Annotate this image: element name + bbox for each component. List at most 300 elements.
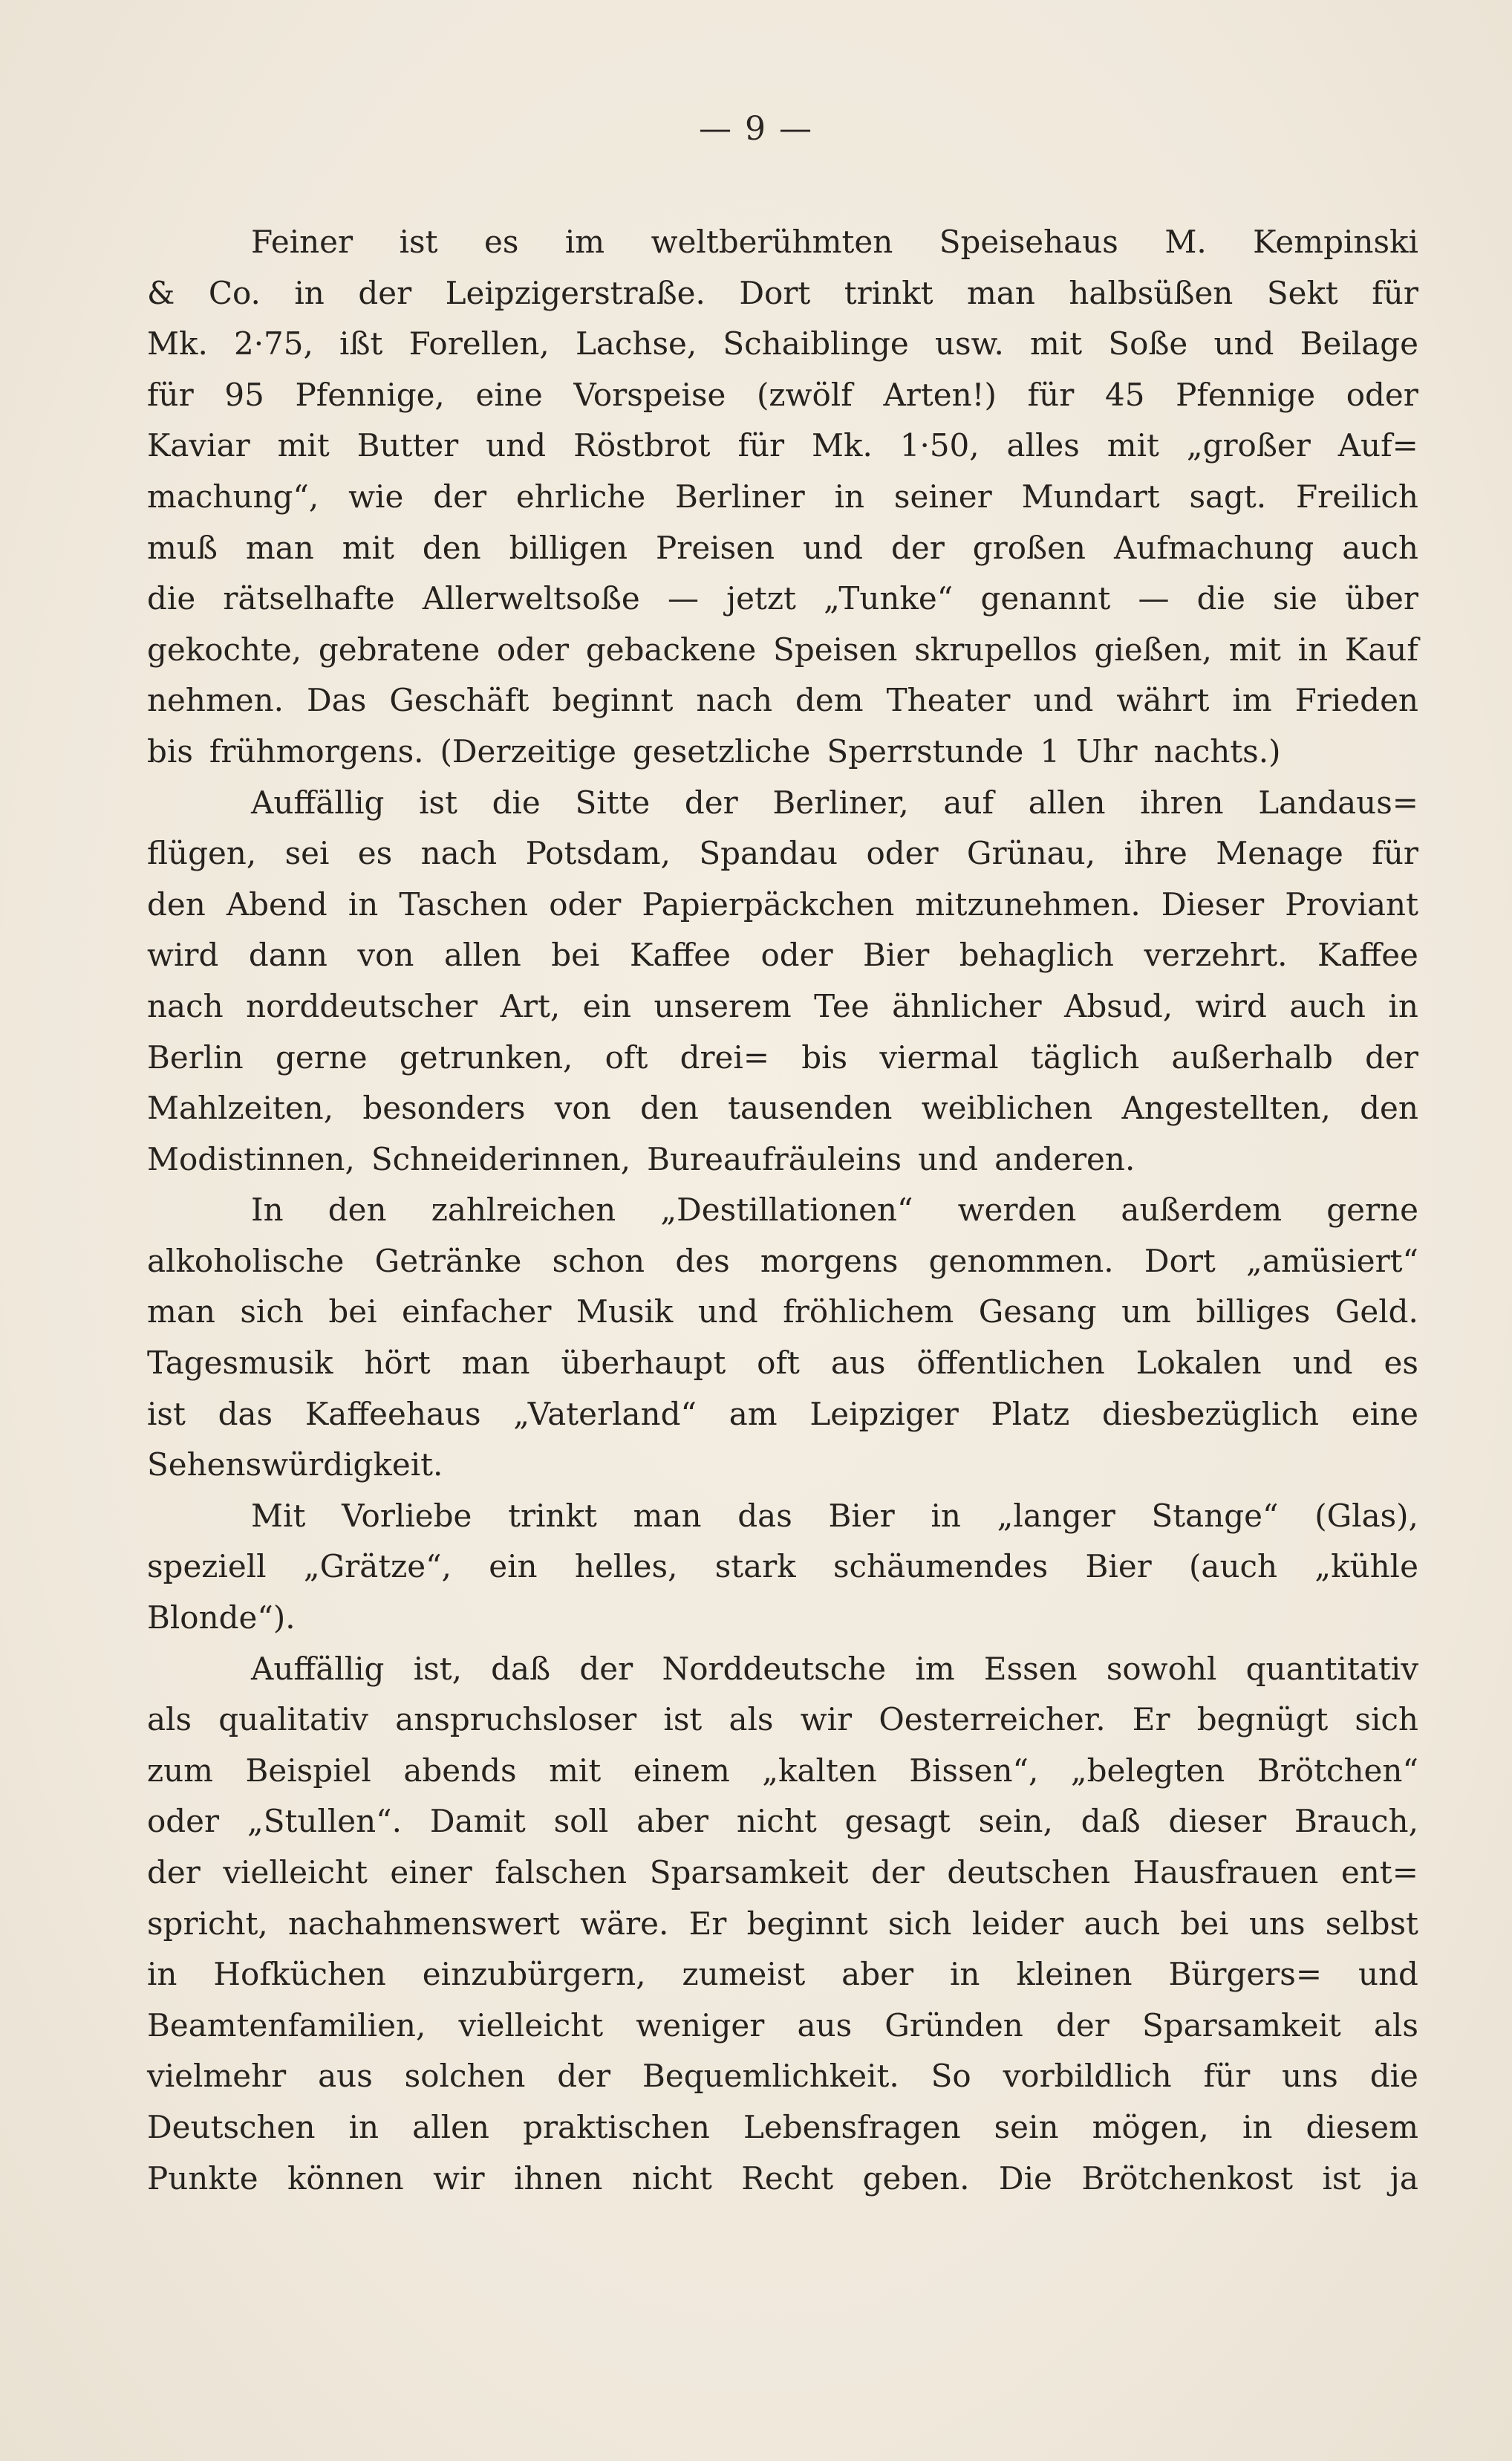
word: Lokalen bbox=[1135, 1345, 1262, 1382]
word: vorbildlich bbox=[1003, 2058, 1172, 2095]
word: Absud, bbox=[1064, 987, 1173, 1024]
text-line bbox=[147, 2153, 1418, 2205]
word: leider bbox=[971, 1905, 1064, 1942]
text-line bbox=[147, 1185, 1418, 1236]
word: flügen, bbox=[147, 835, 257, 872]
word: auf bbox=[943, 784, 994, 821]
text-line bbox=[147, 319, 1418, 370]
word: sagt. bbox=[1189, 478, 1267, 515]
word: einzubürgern, bbox=[422, 1956, 646, 1993]
word: nachahmenswert bbox=[288, 1905, 560, 1942]
word: 2·75, bbox=[233, 325, 313, 363]
word: im bbox=[915, 1650, 955, 1687]
word: ein bbox=[582, 987, 631, 1024]
word: aber bbox=[841, 1956, 914, 1993]
word: gerne bbox=[1326, 1192, 1418, 1229]
word: Essen bbox=[983, 1650, 1078, 1687]
word: zahlreichen bbox=[431, 1192, 616, 1229]
word: die bbox=[492, 784, 541, 821]
text-line bbox=[147, 1491, 1418, 1542]
word: Berlin bbox=[147, 1038, 244, 1076]
word: und bbox=[803, 529, 864, 566]
word: Mahlzeiten, bbox=[147, 1090, 334, 1127]
text-line bbox=[147, 1389, 1418, 1440]
text-line bbox=[147, 726, 1418, 778]
word: und bbox=[486, 427, 547, 464]
word: sein bbox=[994, 2108, 1059, 2145]
word: im bbox=[564, 224, 605, 260]
word: Das bbox=[307, 682, 367, 719]
word: die bbox=[147, 580, 196, 617]
word: anspruchsloser bbox=[395, 1701, 637, 1738]
word: Tee bbox=[814, 987, 870, 1024]
word: Bissen“, bbox=[909, 1752, 1039, 1789]
word: Kaffeehaus bbox=[304, 1395, 481, 1432]
word: oder bbox=[147, 1803, 220, 1840]
word: Bureaufräuleins bbox=[647, 1140, 902, 1177]
word: speziell bbox=[147, 1548, 267, 1585]
word: Punkte bbox=[147, 2159, 258, 2197]
word: Feiner bbox=[251, 224, 353, 260]
word: Bürgers= bbox=[1168, 1956, 1323, 1993]
word: Proviant bbox=[1285, 885, 1418, 923]
text-line bbox=[147, 1746, 1418, 1797]
word: ent= bbox=[1340, 1854, 1418, 1891]
text-line bbox=[147, 981, 1418, 1033]
word: den bbox=[1360, 1090, 1418, 1127]
word: Dort bbox=[739, 274, 811, 311]
word: — bbox=[667, 580, 699, 617]
word: allen bbox=[1028, 784, 1106, 821]
word: spricht, bbox=[147, 1905, 268, 1942]
word: — bbox=[1138, 580, 1170, 617]
word: oder bbox=[1346, 376, 1418, 413]
word: quantitativ bbox=[1245, 1650, 1418, 1687]
word: auch bbox=[1289, 987, 1366, 1024]
text-line bbox=[147, 370, 1418, 421]
word: weniger bbox=[636, 2006, 765, 2044]
word: und bbox=[697, 1293, 758, 1330]
word: einer bbox=[390, 1854, 472, 1891]
word: Brötchenkost bbox=[1081, 2159, 1294, 2197]
word: & bbox=[147, 274, 175, 311]
word: dann bbox=[248, 937, 328, 974]
word: daß bbox=[491, 1650, 551, 1687]
word: Schneiderinnen, bbox=[371, 1140, 631, 1177]
word: nach bbox=[420, 835, 498, 872]
text-line bbox=[147, 1083, 1418, 1134]
word: mit bbox=[1030, 325, 1083, 363]
word: und bbox=[1292, 1345, 1353, 1382]
word: der bbox=[890, 529, 945, 566]
word: Blonde“). bbox=[147, 1599, 296, 1636]
word: ist bbox=[663, 1701, 703, 1738]
word: praktischen bbox=[523, 2108, 710, 2145]
word: eine bbox=[475, 376, 543, 413]
word: auch bbox=[1084, 1905, 1161, 1942]
word: solchen bbox=[404, 2058, 526, 2095]
word: gebackene bbox=[585, 631, 757, 668]
word: (Derzeitige bbox=[440, 732, 616, 770]
word: Stange“ bbox=[1151, 1497, 1279, 1534]
text-line bbox=[147, 2000, 1418, 2052]
word: Grünau, bbox=[966, 835, 1096, 872]
word: das bbox=[737, 1497, 792, 1534]
word: Auffällig bbox=[251, 784, 385, 821]
word: Dort bbox=[1144, 1242, 1216, 1279]
word: fröhlichem bbox=[783, 1293, 954, 1330]
word: wird bbox=[147, 937, 219, 974]
word: billiges bbox=[1196, 1293, 1311, 1330]
word: Co. bbox=[208, 274, 261, 311]
word: Angestellten, bbox=[1121, 1090, 1331, 1127]
word: für bbox=[1372, 835, 1418, 872]
word: Preisen bbox=[655, 529, 775, 566]
word: auch bbox=[1342, 529, 1418, 566]
word: qualitativ bbox=[218, 1701, 369, 1738]
word: diesem bbox=[1306, 2108, 1418, 2145]
word: in bbox=[931, 1497, 961, 1534]
word: den bbox=[147, 885, 206, 923]
word: „Destillationen“ bbox=[660, 1192, 913, 1229]
word: der bbox=[579, 1650, 633, 1687]
word: außerhalb bbox=[1171, 1038, 1333, 1076]
word: Speisen bbox=[773, 631, 898, 668]
word: jetzt bbox=[726, 580, 796, 617]
word: diesbezüglich bbox=[1102, 1395, 1320, 1432]
text-line bbox=[147, 1033, 1418, 1084]
word: 1 bbox=[1040, 732, 1060, 770]
word: der bbox=[871, 1854, 925, 1891]
word: im bbox=[1232, 682, 1272, 719]
word: Auffällig bbox=[251, 1650, 385, 1687]
word: bei bbox=[328, 1293, 377, 1330]
word: usw. bbox=[934, 325, 1004, 363]
word: beginnt bbox=[746, 1905, 868, 1942]
word: selbst bbox=[1325, 1905, 1418, 1942]
word: Beilage bbox=[1300, 325, 1418, 363]
word: mit bbox=[277, 427, 330, 464]
word: wäre. bbox=[580, 1905, 669, 1942]
text-line bbox=[147, 1134, 1418, 1186]
word: man bbox=[633, 1497, 702, 1534]
text-line bbox=[147, 930, 1418, 981]
word: als bbox=[147, 1701, 192, 1738]
word: öffentlichen bbox=[916, 1345, 1105, 1382]
word: halbsüßen bbox=[1069, 274, 1234, 311]
word: Frieden bbox=[1294, 682, 1418, 719]
word: geben. bbox=[862, 2159, 970, 2197]
word: in bbox=[294, 274, 325, 311]
word: aus bbox=[797, 2006, 853, 2044]
word: Bier bbox=[863, 937, 930, 974]
word: Freilich bbox=[1296, 478, 1418, 515]
word: Schaiblinge bbox=[723, 325, 909, 363]
word: Vorspeise bbox=[573, 376, 726, 413]
word: in bbox=[147, 1956, 177, 1993]
word: Arten!) bbox=[883, 376, 997, 413]
word: überhaupt bbox=[561, 1345, 726, 1382]
word: frühmorgens. bbox=[209, 732, 424, 770]
word: den bbox=[328, 1192, 387, 1229]
word: beginnt bbox=[552, 682, 674, 719]
word: stark bbox=[714, 1548, 796, 1585]
word: Berliner bbox=[675, 478, 805, 515]
word: und bbox=[1033, 682, 1094, 719]
word: „Vaterland“ bbox=[513, 1395, 697, 1432]
word: für bbox=[1372, 274, 1418, 311]
word: Röstbrot bbox=[573, 427, 711, 464]
text-line bbox=[147, 778, 1418, 829]
word: des bbox=[675, 1242, 730, 1279]
word: Sparsamkeit bbox=[649, 1854, 849, 1891]
word: seiner bbox=[893, 478, 992, 515]
word: Taschen bbox=[399, 885, 529, 923]
word: soll bbox=[553, 1803, 609, 1840]
word: und bbox=[918, 1140, 979, 1177]
word: 95 bbox=[224, 376, 264, 413]
word: In bbox=[251, 1192, 284, 1229]
word: für bbox=[147, 376, 194, 413]
word: schon bbox=[552, 1242, 645, 1279]
word: alles bbox=[1006, 427, 1080, 464]
word: Speisehaus bbox=[939, 224, 1118, 260]
word: „großer bbox=[1186, 427, 1311, 464]
word: die bbox=[1196, 580, 1245, 617]
word: für bbox=[737, 427, 785, 464]
word: die bbox=[1369, 2058, 1418, 2095]
word: billigen bbox=[509, 529, 628, 566]
word: uns bbox=[1282, 2058, 1338, 2095]
word: am bbox=[729, 1395, 778, 1432]
word: Lachse, bbox=[575, 325, 697, 363]
text-line bbox=[147, 1287, 1418, 1338]
word: behaglich bbox=[959, 937, 1114, 974]
word: Er bbox=[1132, 1701, 1170, 1738]
word: ist, bbox=[413, 1650, 462, 1687]
body-text bbox=[147, 217, 1418, 2204]
word: schäumendes bbox=[832, 1548, 1049, 1585]
text-line bbox=[147, 1949, 1418, 2000]
text-line bbox=[147, 268, 1418, 319]
word: Bier bbox=[1085, 1548, 1152, 1585]
word: Art, bbox=[500, 987, 561, 1024]
word: außerdem bbox=[1121, 1192, 1283, 1229]
word: „belegten bbox=[1070, 1752, 1225, 1789]
word: allen bbox=[412, 2108, 489, 2145]
word: nicht bbox=[736, 1803, 817, 1840]
word: „langer bbox=[997, 1497, 1115, 1534]
word: 45 bbox=[1104, 376, 1145, 413]
word: gebratene bbox=[318, 631, 480, 668]
word: Kaviar bbox=[147, 427, 250, 464]
text-line bbox=[147, 1796, 1418, 1847]
word: Sitte bbox=[575, 784, 651, 821]
word: sich bbox=[240, 1293, 304, 1330]
word: großen bbox=[972, 529, 1086, 566]
word: Soße bbox=[1108, 325, 1188, 363]
word: mit bbox=[549, 1752, 602, 1789]
word: wir bbox=[800, 1701, 853, 1738]
word: in bbox=[348, 2108, 379, 2145]
word: Sparsamkeit bbox=[1141, 2006, 1341, 2044]
word: mit bbox=[1107, 427, 1159, 464]
word: vielmehr bbox=[147, 2058, 287, 2095]
word: bei bbox=[1180, 1905, 1229, 1942]
word: bei bbox=[551, 937, 600, 974]
word: bis bbox=[147, 732, 193, 770]
word: wie bbox=[348, 478, 404, 515]
word: Pfennige, bbox=[295, 376, 445, 413]
word: uns bbox=[1248, 1905, 1306, 1942]
word: es bbox=[1384, 1345, 1418, 1382]
word: Platz bbox=[991, 1395, 1070, 1432]
word: hört bbox=[364, 1345, 431, 1382]
word: Vorliebe bbox=[342, 1497, 472, 1534]
word: vielleicht bbox=[458, 2006, 604, 2044]
word: unserem bbox=[654, 987, 792, 1024]
word: oder bbox=[760, 937, 833, 974]
word: mitzunehmen. bbox=[915, 885, 1141, 923]
word: bis bbox=[801, 1038, 848, 1076]
word: rätselhafte bbox=[223, 580, 395, 617]
word: wir bbox=[433, 2159, 485, 2197]
word: kleinen bbox=[1016, 1956, 1133, 1993]
word: Deutschen bbox=[147, 2108, 316, 2145]
word: zum bbox=[147, 1752, 214, 1789]
word: Die bbox=[998, 2159, 1052, 2197]
word: Pfennige bbox=[1176, 376, 1316, 413]
word: ihren bbox=[1140, 784, 1224, 821]
word: Sehenswürdigkeit. bbox=[147, 1446, 443, 1483]
text-line bbox=[147, 472, 1418, 523]
word: sich bbox=[1355, 1701, 1418, 1738]
word: sie bbox=[1273, 580, 1317, 617]
word: daß bbox=[1081, 1803, 1141, 1840]
word: Beispiel bbox=[245, 1752, 371, 1789]
word: ein bbox=[489, 1548, 538, 1585]
word: deutschen bbox=[947, 1854, 1111, 1891]
word: oft bbox=[605, 1038, 648, 1076]
word: man bbox=[461, 1345, 530, 1382]
word: Recht bbox=[741, 2159, 834, 2197]
text-line bbox=[147, 523, 1418, 574]
word: sein, bbox=[978, 1803, 1053, 1840]
word: man bbox=[147, 1293, 215, 1330]
word: der bbox=[1365, 1038, 1418, 1076]
word: von bbox=[357, 937, 414, 974]
word: mit bbox=[342, 529, 394, 566]
word: nehmen. bbox=[147, 682, 284, 719]
word: Lebensfragen bbox=[743, 2108, 961, 2145]
word: Mundart bbox=[1021, 478, 1160, 515]
word: wird bbox=[1195, 987, 1267, 1024]
word: begnügt bbox=[1196, 1701, 1329, 1738]
word: können bbox=[287, 2159, 404, 2197]
word: Geld. bbox=[1335, 1293, 1418, 1330]
word: muß bbox=[147, 529, 218, 566]
word: sich bbox=[887, 1905, 952, 1942]
text-line bbox=[147, 1847, 1418, 1899]
word: Oesterreicher. bbox=[879, 1701, 1106, 1738]
word: Abend bbox=[226, 885, 328, 923]
word: morgens bbox=[760, 1242, 899, 1279]
word: tausenden bbox=[728, 1090, 893, 1127]
word: Butter bbox=[356, 427, 459, 464]
word: ähnlicher bbox=[892, 987, 1042, 1024]
word: Leipzigerstraße. bbox=[445, 274, 706, 311]
word: ja bbox=[1389, 2159, 1418, 2197]
word: Hausfrauen bbox=[1133, 1854, 1319, 1891]
word: Hofküchen bbox=[213, 1956, 386, 1993]
word: in bbox=[834, 478, 865, 515]
word: Landaus= bbox=[1258, 784, 1418, 821]
word: „kühle bbox=[1314, 1548, 1418, 1585]
word: gekochte, bbox=[147, 631, 302, 668]
word: es bbox=[357, 835, 393, 872]
word: helles, bbox=[574, 1548, 678, 1585]
word: falschen bbox=[495, 1854, 628, 1891]
word: ist bbox=[419, 784, 457, 821]
word: Geschäft bbox=[389, 682, 529, 719]
word: nach bbox=[147, 987, 224, 1024]
word: Auf= bbox=[1337, 427, 1418, 464]
word: viermal bbox=[879, 1038, 999, 1076]
word: Bier bbox=[828, 1497, 895, 1534]
word: Theater bbox=[886, 682, 1011, 719]
word: in bbox=[1297, 631, 1329, 668]
word: weltberühmten bbox=[651, 224, 893, 260]
word: So bbox=[931, 2058, 971, 2095]
word: sowohl bbox=[1106, 1650, 1217, 1687]
word: Tagesmusik bbox=[147, 1345, 333, 1382]
word: Kauf bbox=[1344, 631, 1418, 668]
word: den bbox=[422, 529, 481, 566]
word: ihnen bbox=[514, 2159, 603, 2197]
word: mögen, bbox=[1092, 2108, 1209, 2145]
text-line bbox=[147, 1236, 1418, 1287]
word: ist bbox=[399, 224, 438, 260]
word: gerne bbox=[275, 1038, 368, 1076]
word: trinkt bbox=[508, 1497, 597, 1534]
word: und bbox=[1358, 1956, 1418, 1993]
word: M. bbox=[1164, 224, 1207, 260]
word: „amüsiert“ bbox=[1246, 1242, 1418, 1279]
word: gesagt bbox=[844, 1803, 951, 1840]
word: der bbox=[684, 784, 738, 821]
word: man bbox=[245, 529, 314, 566]
word: einfacher bbox=[401, 1293, 552, 1330]
word: Aufmachung bbox=[1113, 529, 1314, 566]
word: und bbox=[1213, 325, 1274, 363]
word: oder bbox=[549, 885, 622, 923]
word: von bbox=[554, 1090, 611, 1127]
word: währt bbox=[1116, 682, 1210, 719]
word: nachts.) bbox=[1153, 732, 1281, 770]
word: über bbox=[1345, 580, 1418, 617]
word: allen bbox=[443, 937, 521, 974]
text-line bbox=[147, 1338, 1418, 1389]
word: Mit bbox=[251, 1497, 306, 1534]
word: abends bbox=[403, 1752, 517, 1789]
word: der bbox=[433, 478, 487, 515]
text-line bbox=[147, 1541, 1418, 1593]
word: täglich bbox=[1030, 1038, 1140, 1076]
word: skrupellos bbox=[914, 631, 1078, 668]
word: anderen. bbox=[994, 1140, 1135, 1177]
text-line bbox=[147, 1440, 1418, 1491]
text-line bbox=[147, 420, 1418, 472]
